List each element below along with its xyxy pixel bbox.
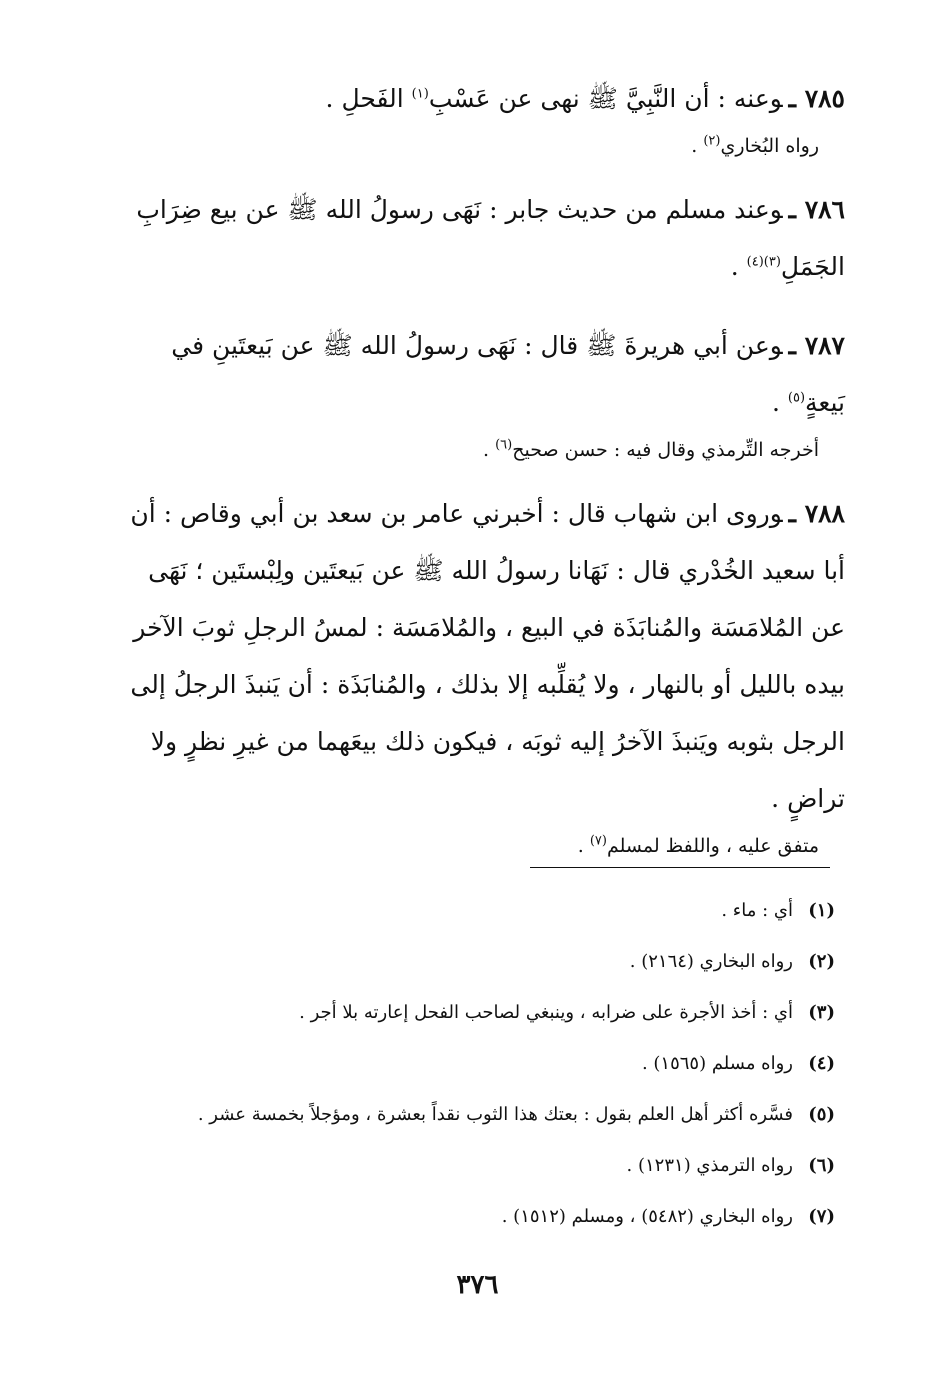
footnote-text: رواه مسلم (١٥٦٥) . xyxy=(641,1053,793,1074)
source-tail: . xyxy=(577,835,590,857)
footnote-text: رواه البخاري (٥٤٨٢) ، ومسلم (١٥١٢) . xyxy=(501,1206,793,1227)
footnote-number: (٣) xyxy=(808,1002,835,1023)
hadith-number: ٧٨٦ ـ xyxy=(788,195,845,224)
hadith-788 xyxy=(110,485,845,827)
footnote-text: فسَّره أكثر أهل العلم بقول : بعتك هذا الثوب نقداً بعشرة ، ومؤجلاً بخمسة عشر . xyxy=(197,1104,793,1125)
page-body xyxy=(110,70,845,1330)
footnotes xyxy=(110,885,845,1242)
footnote-number: (٤) xyxy=(808,1053,835,1074)
footnote-item xyxy=(110,1140,845,1191)
footnote-item xyxy=(110,1089,845,1140)
footnote-ref: (٦) xyxy=(495,437,513,453)
footnote-number: (٢) xyxy=(808,951,835,972)
hadith-tail: الفَحلِ . xyxy=(325,84,412,113)
hadith-text: وعن أبي هريرةَ ﷺ قال : نَهَى رسولُ الله ﷺ عن بَيعتَينِ في بَيعةٍ xyxy=(171,331,845,417)
source-text: متفق عليه ، واللفظ لمسلم xyxy=(606,835,819,857)
footnote-divider xyxy=(530,867,830,868)
footnote-item xyxy=(110,987,845,1038)
footnote-text: رواه البخاري (٢١٦٤) . xyxy=(629,951,793,972)
hadith-787 xyxy=(110,317,845,431)
hadith-text: وعند مسلم من حديث جابر : نَهَى رسولُ الله ﷺ عن بيع ضِرَابِ الجَمَلِ xyxy=(136,195,845,281)
source-tail: . xyxy=(691,135,704,157)
hadith-source xyxy=(110,435,819,465)
hadith-number: ٧٨٨ ـ xyxy=(788,499,845,528)
page-number: ٣٧٦ xyxy=(456,1270,499,1300)
hadith-text: وروى ابن شهاب قال : أخبرني عامر بن سعد بن أبي وقاص : أن أبا سعيد الخُدْري قال : نَهَانا رسولُ الله ﷺ عن بَيعتَين ولِبْستَين ؛ نَهَى عن المُلامَسَة والمُنابَذَة في البيع ، والمُلامَسَة : لمسُ الرجلِ ثوبَ الآخر بيده بالليل أو بالنهار ، ولا يُقلِّبه إلا بذلك ، والمُنابَذَة : أن يَنبذَ الرجلُ إلى الرجل بثوبه ويَنبذَ الآخرُ إليه ثوبَه ، فيكون ذلك بيعَهما من غيرِ نظرٍ ولا تراضٍ . xyxy=(130,499,845,813)
hadith-number: ٧٨٧ ـ xyxy=(788,331,845,360)
footnote-item xyxy=(110,885,845,936)
footnote-number: (٦) xyxy=(808,1155,835,1176)
source-text: رواه البُخاري xyxy=(720,135,819,157)
footnote-ref: (١) xyxy=(411,86,429,102)
hadith-786 xyxy=(110,181,845,295)
footnote-number: (١) xyxy=(808,900,835,921)
hadith-text: وعنه : أن النَّبِيَّ ﷺ نهى عن عَسْبِ xyxy=(428,84,783,113)
source-tail: . xyxy=(482,439,496,461)
hadith-785 xyxy=(110,70,845,127)
footnote-text: أي : أخذ الأجرة على ضرابه ، وينبغي لصاحب الفحل إعارته بلا أجر . xyxy=(299,1002,793,1023)
footnote-ref: (٥) xyxy=(787,390,806,406)
source-text: أخرجه التِّرمذي وقال فيه : حسن صحيح xyxy=(512,439,819,461)
footnote-ref: (٢) xyxy=(703,133,721,149)
footnote-text: أي : ماء . xyxy=(721,900,793,921)
footnote-item xyxy=(110,1191,845,1242)
hadith-tail: . xyxy=(730,252,747,281)
footnote-ref: (٣)(٤) xyxy=(746,254,781,270)
footnote-number: (٧) xyxy=(808,1206,835,1227)
hadith-number: ٧٨٥ ـ xyxy=(788,84,845,113)
hadith-source xyxy=(110,831,819,861)
hadith-tail: . xyxy=(771,388,788,417)
footnote-text: رواه الترمذي (١٢٣١) . xyxy=(626,1155,793,1176)
footnote-ref: (٧) xyxy=(589,833,607,849)
hadith-source xyxy=(110,131,819,161)
footnote-item xyxy=(110,1038,845,1089)
footnote-number: (٥) xyxy=(808,1104,835,1125)
footnote-item xyxy=(110,936,845,987)
